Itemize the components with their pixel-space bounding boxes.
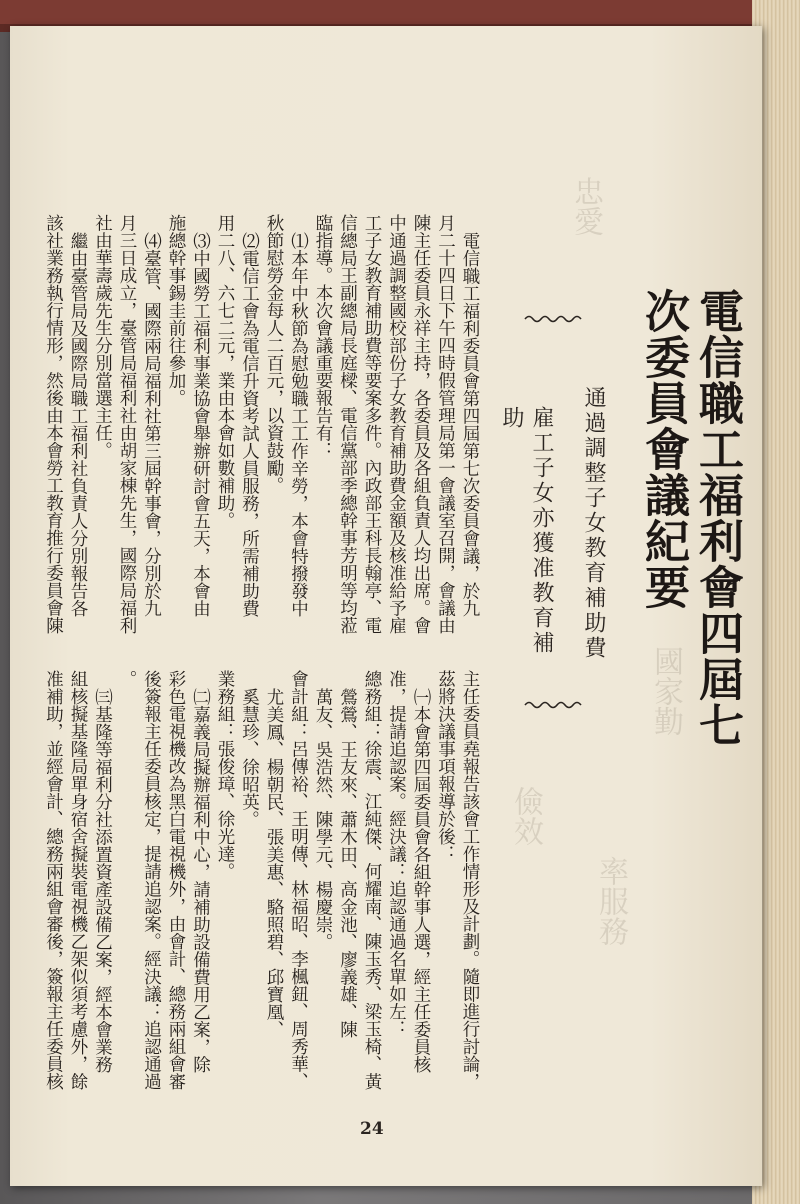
text-line: 月三日成立，臺管局福利社由胡家棟先生，國際局福利 [117,214,137,634]
text-line: 中通過調整國校部份子女教育補助費金額及核准給予雇 [386,214,407,634]
text-line: 該社業務執行情形，然後由本會勞工教育推行委員會陳 [43,214,64,634]
text-line: ㈡嘉義局擬辦福利中心，請補助設備費用乙案，除 [190,687,211,1073]
subtitle-bottom-wave-rule [523,698,583,712]
text-line: 會計組：呂傳裕、王明傳、林福昭、李楓鈕、周秀華、 [288,670,309,1090]
text-line: 尤美鳳、楊朝民、張美惠、駱照碧、邱寶凰、 [264,687,284,1038]
bleed-through-text: 忠愛 [568,176,603,236]
text-line: ⑴本年中秋節為慰勉職工工作辛勞，本會特撥發中 [288,231,309,617]
text-line: 後簽報主任委員核定，提請追認案。經決議：追認通過 [141,670,162,1090]
text-line: 用二八、六七二元，業由本會如數補助。 [215,214,235,529]
bleed-through-text: 率服務 [593,856,628,946]
text-line: ㈠本會第四屆委員會各組幹事人選，經主任委員核 [411,687,431,1073]
subtitle-top-wave-rule [523,312,583,326]
text-line: ⑶中國勞工福利事業協會舉辦研討會五天，本會由 [190,231,211,617]
article-title: 電信職工福利會四屆七次委員會議紀要 [637,288,744,748]
text-line: 陳主任委員永祥主持，各委員及各組負責人均出席。會 [411,214,431,634]
bleed-through-text: 國家勤 [648,646,683,736]
text-line: 准補助，並經會計、總務兩組會審後，簽報主任委員核 [43,670,64,1090]
text-line: 秋節慰勞金每人二百元，以資鼓勵。 [264,214,284,494]
body-text-bottom-section [43,670,482,1090]
text-line: 電信職工福利委員會第四屆第七次委員會議，於九 [460,231,480,617]
text-line: ⑷臺管、國際兩局福利社第三屆幹事會，分別於九 [141,231,162,617]
text-line: 工子女教育補助費等要案多件。內政部王科長翰亭、電 [362,214,382,634]
text-line: 准，提請追認案。經決議：追認通過名單如左： [386,670,407,1038]
text-line: 總務組：徐震、江純傑、何耀南、陳玉秀、梁玉椅、黃 [362,670,382,1090]
text-line: 業務組：張俊璋、徐光達。 [215,670,235,880]
text-line: 主任委員堯報告該會工作情形及計劃。隨即進行討論， [460,670,480,1090]
text-line: 信總局王副總局長庭樑、電信黨部季總幹事芳明等均蒞 [337,214,358,634]
text-line: ㈢基隆等福利分社添置資產設備乙案，經本會業務 [92,687,113,1073]
text-line: 繼由臺管局及國際局職工福利社負責人分別報告各 [68,231,88,617]
body-text-top-section [43,214,482,634]
bleed-through-text: 儉效 [508,786,543,846]
text-line: 萬友、吳浩然、陳學元、楊慶崇。 [313,687,333,950]
text-line: 施總幹事錫圭前往參加。 [166,214,186,407]
text-line: ⑵電信工會為電信升資考試人員服務，所需補助費 [239,231,260,617]
text-line: 奚慧珍、徐昭英。 [239,687,260,828]
text-line: 茲將決議事項報導於後： [435,670,456,863]
text-line: 。 [117,670,137,688]
subtitle-line-2: 雇工子女亦獲准教育補助 [499,406,554,656]
subtitle-line-1: 通過調整子女教育補助費 [581,386,606,661]
text-line: 彩色電視機改為黑白電視機外，由會計、總務兩組會審 [166,670,186,1090]
text-line: 月二十四日下午四時假管理局第一會議室召開，會議由 [435,214,456,634]
text-line: 臨指導。本次會議重要報告有： [313,214,333,459]
text-line: 組核擬基隆局單身宿舍擬裝電視機乙架似須考慮外，餘 [68,670,88,1090]
text-line: 社由華壽歲先生分別當選主任。 [92,214,113,459]
page-number: 24 [360,1119,384,1139]
document-page [10,26,762,1186]
text-line: 鶯鶯、王友來、蕭木田、高金池、廖義雄、陳 [337,687,358,1038]
